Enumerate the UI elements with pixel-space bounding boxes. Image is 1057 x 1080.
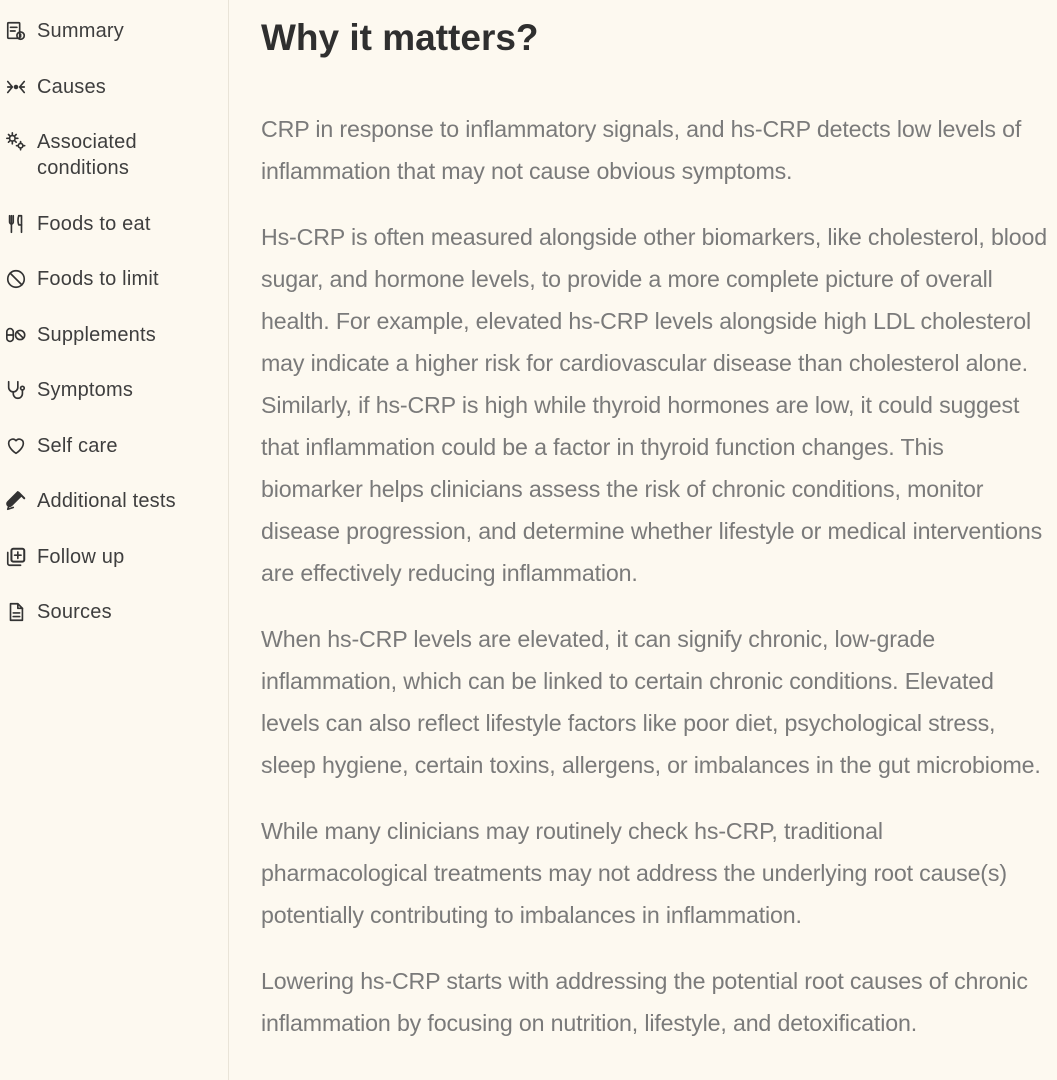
sidebar-item-label: Sources (37, 601, 112, 623)
paragraph: Lowering hs-CRP starts with addressing the potential root causes of chronic inflammation by focusing on nutrition, lifestyle, and detoxification. (261, 968, 1028, 1036)
test-tube-icon (4, 488, 28, 514)
sidebar-item-label: Symptoms (37, 379, 134, 401)
sidebar-item-label: Associated conditions (37, 131, 137, 179)
sidebar-item-sources[interactable] (4, 599, 226, 625)
article-content (261, 0, 1051, 1044)
sidebar-item-label: Summary (37, 20, 124, 42)
sidebar-item-foods-to-eat[interactable] (4, 211, 226, 237)
paragraph: When hs-CRP levels are elevated, it can signify chronic, low-grade inflammation, which can be linked to certain chronic conditions. Elevated levels can also reflect lifestyle factors like poor diet, psychological stress, sleep hygiene, certain toxins, allergens, or imbalances in the gut microbiome. (261, 626, 1041, 778)
prohibited-icon (4, 266, 28, 292)
sidebar-item-summary[interactable] (4, 18, 226, 44)
sidebar-item-label: Foods to limit (37, 268, 159, 290)
sidebar-item-label: Self care (37, 434, 118, 457)
sidebar-item-symptoms[interactable] (4, 377, 226, 403)
sidebar-item-label: Foods to eat (37, 212, 151, 235)
sidebar-item-label: Follow up (37, 545, 125, 568)
sidebar-item-label: Causes (37, 75, 107, 98)
sidebar-item-self-care[interactable] (4, 433, 226, 459)
sidebar-item-additional-tests[interactable] (4, 488, 226, 514)
add-square-icon (4, 544, 28, 570)
sidebar-item-label: Additional tests (37, 490, 176, 512)
summary-icon (4, 18, 28, 44)
sidebar-nav (0, 0, 229, 1080)
sidebar-item-foods-to-limit[interactable] (4, 266, 226, 292)
section-title: Why it matters? (261, 17, 539, 58)
sidebar-item-label: Supplements (37, 323, 156, 346)
sidebar-item-associated-conditions[interactable] (4, 129, 226, 181)
stethoscope-icon (4, 377, 28, 403)
gears-icon (4, 129, 28, 155)
nav-list (4, 18, 226, 655)
sidebar-item-causes[interactable] (4, 74, 226, 100)
pills-icon (4, 322, 28, 348)
paragraph: Hs-CRP is often measured alongside other biomarkers, like cholesterol, blood sugar, and hormone levels, to provide a more complete picture of overall health. For example, elevated hs-CRP levels alongside high LDL cholesterol may indicate a higher risk for cardiovascular disease than cholesterol alone. Similarly, if hs-CRP is high while thyroid hormones are low, it could suggest that inflammation could be a factor in thyroid function changes. This biomarker helps clinicians assess the risk of chronic conditions, monitor disease progression, and determine whether lifestyle or medical interventions are effectively reducing inflammation. (261, 224, 1047, 586)
causes-icon (4, 74, 28, 100)
document-icon (4, 599, 28, 625)
paragraph: While many clinicians may routinely check hs-CRP, traditional pharmacological treatments may not address the underlying root cause(s) potentially contributing to imbalances in inflammation. (261, 818, 1007, 928)
fork-knife-icon (4, 211, 28, 237)
paragraph: CRP in response to inflammatory signals, and hs-CRP detects low levels of inflammation that may not cause obvious symptoms. (261, 116, 1022, 184)
heart-icon (4, 433, 28, 459)
sidebar-item-follow-up[interactable] (4, 544, 226, 570)
sidebar-item-supplements[interactable] (4, 322, 226, 348)
